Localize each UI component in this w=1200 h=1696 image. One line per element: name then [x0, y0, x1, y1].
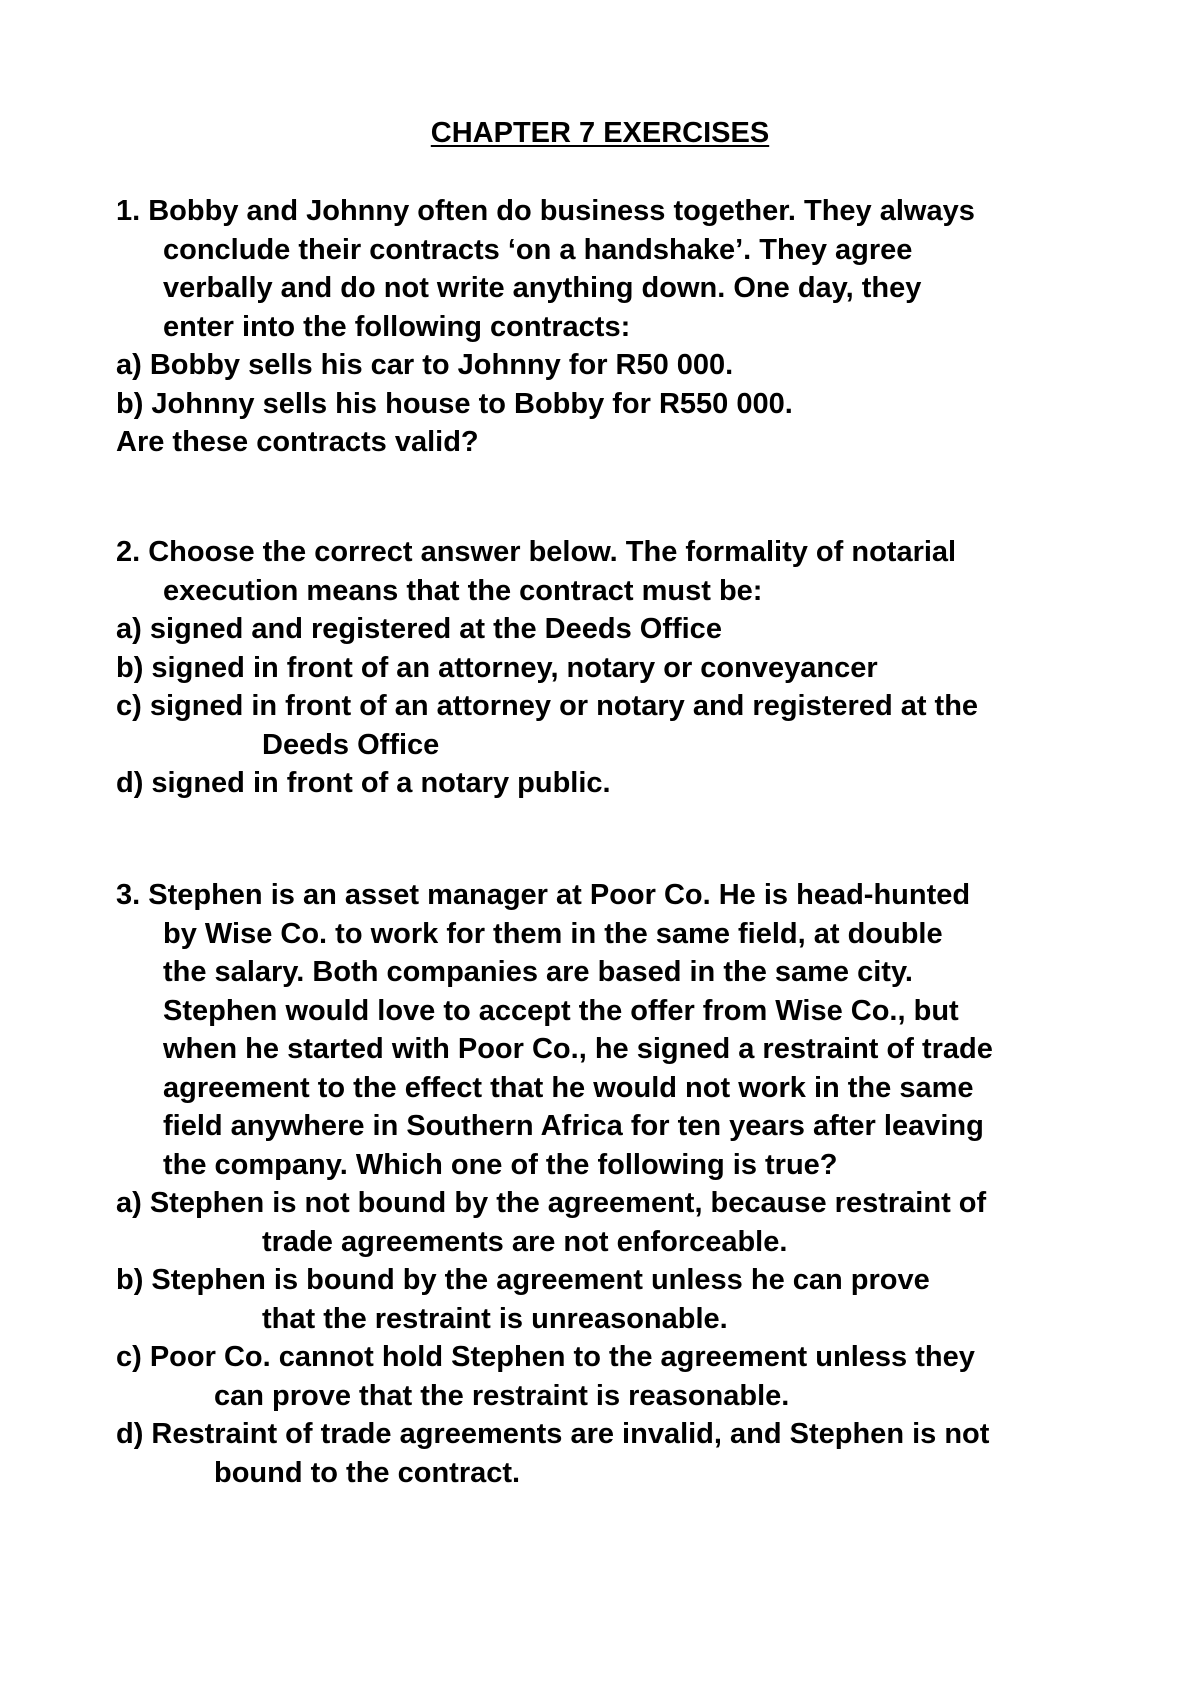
exercise-1-text-line: 1. Bobby and Johnny often do business together. They always: [116, 195, 975, 227]
exercise-2-text-line: execution means that the contract must be:: [163, 574, 763, 607]
exercise-2-text-line: 2. Choose the correct answer below. The formality of notarial: [116, 536, 957, 568]
exercise-3-option-a: a) Stephen is not bound by the agreement, because restraint of: [116, 1187, 987, 1219]
exercise-1-text-line: enter into the following contracts:: [163, 310, 631, 343]
exercise-3-text-line: 3. Stephen is an asset manager at Poor Co. He is head-hunted: [116, 879, 971, 911]
exercise-3-option-a-continued: trade agreements are not enforceable.: [262, 1225, 788, 1258]
exercise-3-option-d: d) Restraint of trade agreements are invalid, and Stephen is not: [116, 1418, 990, 1450]
exercise-3-text-line: the company. Which one of the following is true?: [163, 1148, 838, 1181]
exercise-1-question: Are these contracts valid?: [116, 426, 479, 458]
exercise-2-option-a: a) signed and registered at the Deeds Office: [116, 613, 722, 645]
exercise-1-text-line: conclude their contracts ‘on a handshake’. They agree: [163, 233, 913, 266]
exercise-3-text-line: by Wise Co. to work for them in the same field, at double: [163, 917, 943, 950]
exercise-3-option-d-continued: bound to the contract.: [214, 1456, 521, 1489]
exercise-3-text-line: field anywhere in Southern Africa for ten years after leaving: [163, 1110, 984, 1142]
exercise-1-text-line: verbally and do not write anything down. One day, they: [163, 272, 922, 304]
exercise-3-text-line: the salary. Both companies are based in the same city.: [163, 956, 913, 988]
exercise-3-text-line: when he started with Poor Co., he signed a restraint of trade: [163, 1033, 993, 1065]
exercise-2-option-c-continued: Deeds Office: [262, 728, 440, 761]
exercise-3-option-b: b) Stephen is bound by the agreement unless he can prove: [116, 1264, 930, 1296]
exercise-3-option-c-continued: can prove that the restraint is reasonable.: [214, 1379, 790, 1412]
exercise-2-option-d: d) signed in front of a notary public.: [116, 767, 611, 799]
exercise-3-option-b-continued: that the restraint is unreasonable.: [262, 1302, 728, 1335]
exercise-3-text-line: agreement to the effect that he would not work in the same: [163, 1071, 974, 1104]
exercise-2-option-c: c) signed in front of an attorney or notary and registered at the: [116, 690, 979, 722]
exercise-3-option-c: c) Poor Co. cannot hold Stephen to the agreement unless they: [116, 1341, 975, 1373]
exercise-3-text-line: Stephen would love to accept the offer from Wise Co., but: [163, 994, 959, 1027]
exercise-1-option-a: a) Bobby sells his car to Johnny for R50 000.: [116, 349, 734, 381]
exercise-1: [116, 192, 1116, 462]
exercise-2: [116, 533, 1116, 803]
page-title: CHAPTER 7 EXERCISES: [430, 117, 770, 149]
exercise-2-option-b: b) signed in front of an attorney, notary or conveyancer: [116, 651, 878, 684]
exercise-1-option-b: b) Johnny sells his house to Bobby for R550 000.: [116, 387, 793, 420]
exercise-3: [116, 876, 1116, 1492]
